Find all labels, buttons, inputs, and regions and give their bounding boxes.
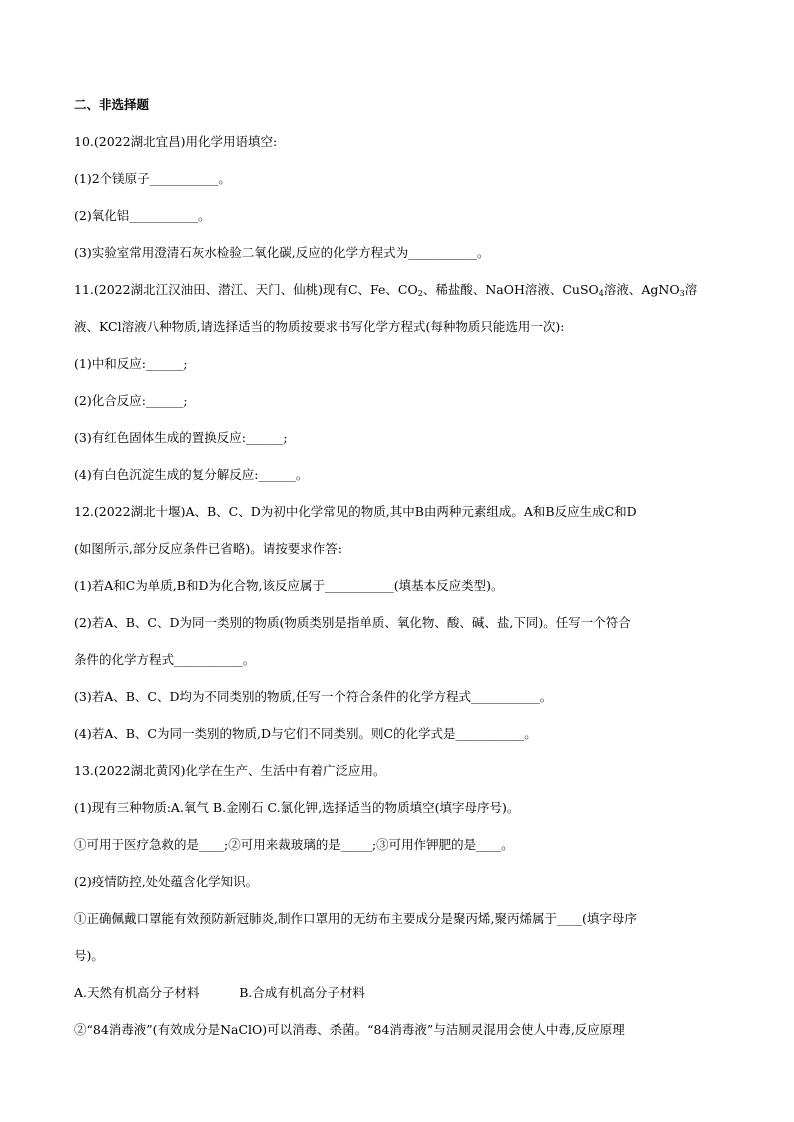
q11-part-1: (1)中和反应:______; [74, 356, 188, 371]
q11-part-3: (3)有红色固体生成的置换反应:______; [74, 430, 288, 445]
section-title: 二、非选择题 [74, 97, 150, 112]
q11-part-2: (2)化合反应:______; [74, 393, 188, 408]
q11-stem-a: 11.(2022湖北江汉油田、潜江、天门、仙桃)现有C、Fe、CO [74, 282, 418, 297]
q12-part-4: (4)若A、B、C为同一类别的物质,D与它们不同类别。则C的化学式是___________。 [74, 726, 537, 741]
q11-stem-c: 溶液、AgNO [603, 282, 680, 297]
q10-part-3: (3)实验室常用澄清石灰水检验二氧化碳,反应的化学方程式为___________。 [74, 245, 490, 260]
q10-part-1: (1)2个镁原子___________。 [74, 171, 231, 186]
q11-part-4: (4)有白色沉淀生成的复分解反应:______。 [74, 467, 309, 482]
q10-stem: 10.(2022湖北宜昌)用化学用语填空: [74, 134, 278, 149]
q10-part-2: (2)氧化铝___________。 [74, 208, 211, 223]
q11-stem-line2: 液、KCl溶液八种物质,请选择适当的物质按要求书写化学方程式(每种物质只能选用一次): [74, 319, 565, 334]
q13-part-1-blanks: ①可用于医疗急救的是____;②可用来裁玻璃的是_____;③可用作钾肥的是____。 [74, 837, 514, 852]
q13-options: A.天然有机高分子材料 B.合成有机高分子材料 [74, 985, 365, 1000]
q12-part-2-line1: (2)若A、B、C、D为同一类别的物质(物质类别是指单质、氧化物、酸、碱、盐,下同)。任写一个符合 [74, 615, 631, 630]
agno3-subscript: 3 [679, 289, 685, 298]
co2-subscript: 2 [417, 289, 423, 298]
q13-part-2-2: ②“84消毒液”(有效成分是NaClO)可以消毒、杀菌。“84消毒液”与洁厕灵混用会使人中毒,反应原理 [74, 1022, 625, 1037]
q11-stem-d: 溶 [684, 282, 698, 297]
q12-stem-line1: 12.(2022湖北十堰)A、B、C、D为初中化学常见的物质,其中B由两种元素组成。A和B反应生成C和D [74, 504, 637, 519]
q12-stem-line2: (如图所示,部分反应条件已省略)。请按要求作答: [74, 541, 342, 556]
cuso4-subscript: 4 [598, 289, 604, 298]
q13-part-2-1-line1: ①正确佩戴口罩能有效预防新冠肺炎,制作口罩用的无纺布主要成分是聚丙烯,聚丙烯属于____(填字母序 [74, 911, 637, 926]
q13-stem: 13.(2022湖北黄冈)化学在生产、生活中有着广泛应用。 [74, 763, 386, 778]
q12-part-2-line2: 条件的化学方程式___________。 [74, 652, 256, 667]
q13-part-2: (2)疫情防控,处处蕴含化学知识。 [74, 874, 259, 889]
q12-part-3: (3)若A、B、C、D均为不同类别的物质,任写一个符合条件的化学方程式___________。 [74, 689, 553, 704]
q11-stem-line1 [74, 282, 734, 298]
q13-part-2-1-line2: 号)。 [74, 948, 104, 963]
q12-part-1: (1)若A和C为单质,B和D为化合物,该反应属于___________(填基本反应类型)。 [74, 578, 504, 593]
q13-part-1: (1)现有三种物质:A.氧气 B.金刚石 C.氯化钾,选择适当的物质填空(填字母序号)。 [74, 800, 520, 815]
q11-stem-b: 、稀盐酸、NaOH溶液、CuSO [422, 282, 599, 297]
